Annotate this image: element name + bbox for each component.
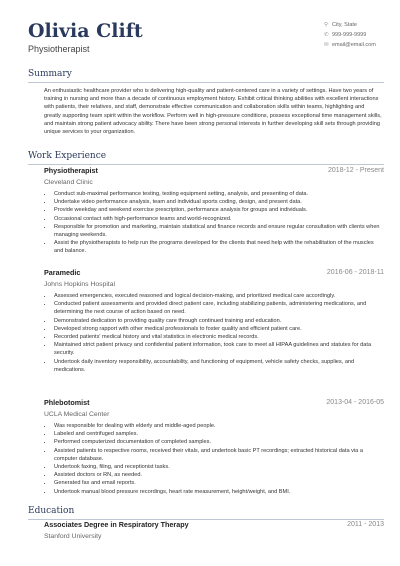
email-icon: ✉ [324,42,329,48]
job-company: UCLA Medical Center [44,411,110,418]
education-section [28,505,384,520]
job-title: Physiotherapist [44,166,98,175]
job-date: 2018-12 - Present [327,167,384,174]
contact-location [324,20,400,30]
job-company: Cleveland Clinic [44,179,93,186]
contact-block [324,20,400,50]
school-name: Stanford University [44,533,102,540]
education-date: 2011 - 2013 [347,521,384,528]
job-bullet: • Conducted patient assessments and provided direct patient care, including stabilizing patients, administering medications, and determining the next course of action based on need. [53,300,384,316]
job-title: Phlebotomist [44,398,90,407]
job-bullets [44,190,384,256]
job-entry [44,166,384,256]
job-bullet: • Was responsible for dealing with elderly and middle-aged people. [53,422,384,430]
job-bullet: • Conduct sub-maximal performance testing, testing equipment setting, analysis, and presenting of data. [53,190,384,198]
summary-text: An enthusiastic healthcare provider who is delivering high-quality and patient-centered care in a variety of settings. Have two years of training in nursing and more than a decade of continuous employment history. Exhibit critical thinking abilities with excellent interactions with patients, their relatives, and staff, demonstrate effective communication and collaboration skills within teams, highlighting and greatly supporting team spirit within the workflow. Perform well in high-pressure conditions, possess exceptional time management skills, and maintain strong patient advocacy ability. There have been strong personal interests in further developing skill sets through providing unique services to your organization. [44,88,382,136]
job-date: 2013-04 - 2016-05 [326,399,384,406]
location-pin-icon: ⚲ [324,22,329,28]
candidate-title: Physiotherapist [28,44,90,54]
job-bullet: • Undertook manual blood pressure recordings, heart rate measurement, height/weight, and BMI. [53,488,384,496]
phone-text: 999-999-9999 [332,32,367,38]
candidate-name: Olivia Clift [28,20,143,42]
job-bullet: • Responsible for promotion and marketing, maintain statistical and finance records and ensure regular consultation with clients when managing weekends. [53,223,384,239]
section-title-summary: Summary [28,69,72,79]
job-entry [44,268,384,374]
job-bullet: • Performed computerized documentation of completed samples. [53,438,384,446]
email-link[interactable]: email@email.com [332,42,376,48]
job-bullet: • Recorded patients' medical history and vital statistics in electronic medical records. [53,333,384,341]
degree-title: Associates Degree in Respiratory Therapy [44,520,189,529]
job-bullet: • Maintained strict patient privacy and confidential patient information, took care to meet all HIPAA guidelines and statutes for data security. [53,341,384,357]
job-bullet: • Generated fax and email reports. [53,479,384,487]
job-bullet: • Labeled and centrifuged samples. [53,430,384,438]
section-divider [28,82,384,83]
job-bullets [44,422,384,496]
contact-email [324,40,400,50]
job-company: Johns Hopkins Hospital [44,281,116,288]
education-entry [44,520,384,542]
job-date: 2016-06 - 2018-11 [326,269,384,276]
phone-icon: ✆ [324,32,329,38]
resume-header [28,20,376,64]
job-bullet: • Occasional contact with high-performance teams and world-recognized. [53,215,384,223]
job-bullet: • Undertook daily inventory responsibility, accountability, and functioning of equipment, vehicle safety checks, supplies, and medications. [53,358,384,374]
job-bullet: • Demonstrated dedication to providing quality care through continued training and education. [53,317,384,325]
job-bullet: • Undertook faxing, filing, and receptionist tasks. [53,463,384,471]
experience-section [28,150,384,165]
job-bullet: • Undertake video performance analysis, team and individual sports coding, design, and present data. [53,198,384,206]
job-bullet: • Assist the physiotherapists to help run the programs developed for the clients that need help with the rehabilitation of the muscles and balance. [53,239,384,255]
job-bullets [44,292,384,374]
job-title: Paramedic [44,268,81,277]
section-title-experience: Work Experience [28,151,107,161]
job-bullet: • Provide weekday and weekend exercise prescription, performance analysis for groups and individuals. [53,206,384,214]
summary-section [28,68,384,136]
location-text: City, State [332,22,357,28]
job-bullet: • Assisted doctors or RN, as needed. [53,471,384,479]
job-bullet: • Assessed emergencies, executed reasoned and logical decision-making, and prioritized medical care accordingly. [53,292,384,300]
contact-phone [324,30,400,40]
section-divider [28,164,384,165]
job-entry [44,398,384,496]
job-bullet: • Assisted patients to respective rooms, received their vitals, and undertook basic PT recordings; extracted historical data via a computer database. [53,447,384,463]
job-bullet: • Developed strong rapport with other medical professionals to foster quality and efficient patient care. [53,325,384,333]
section-title-education: Education [28,506,75,516]
